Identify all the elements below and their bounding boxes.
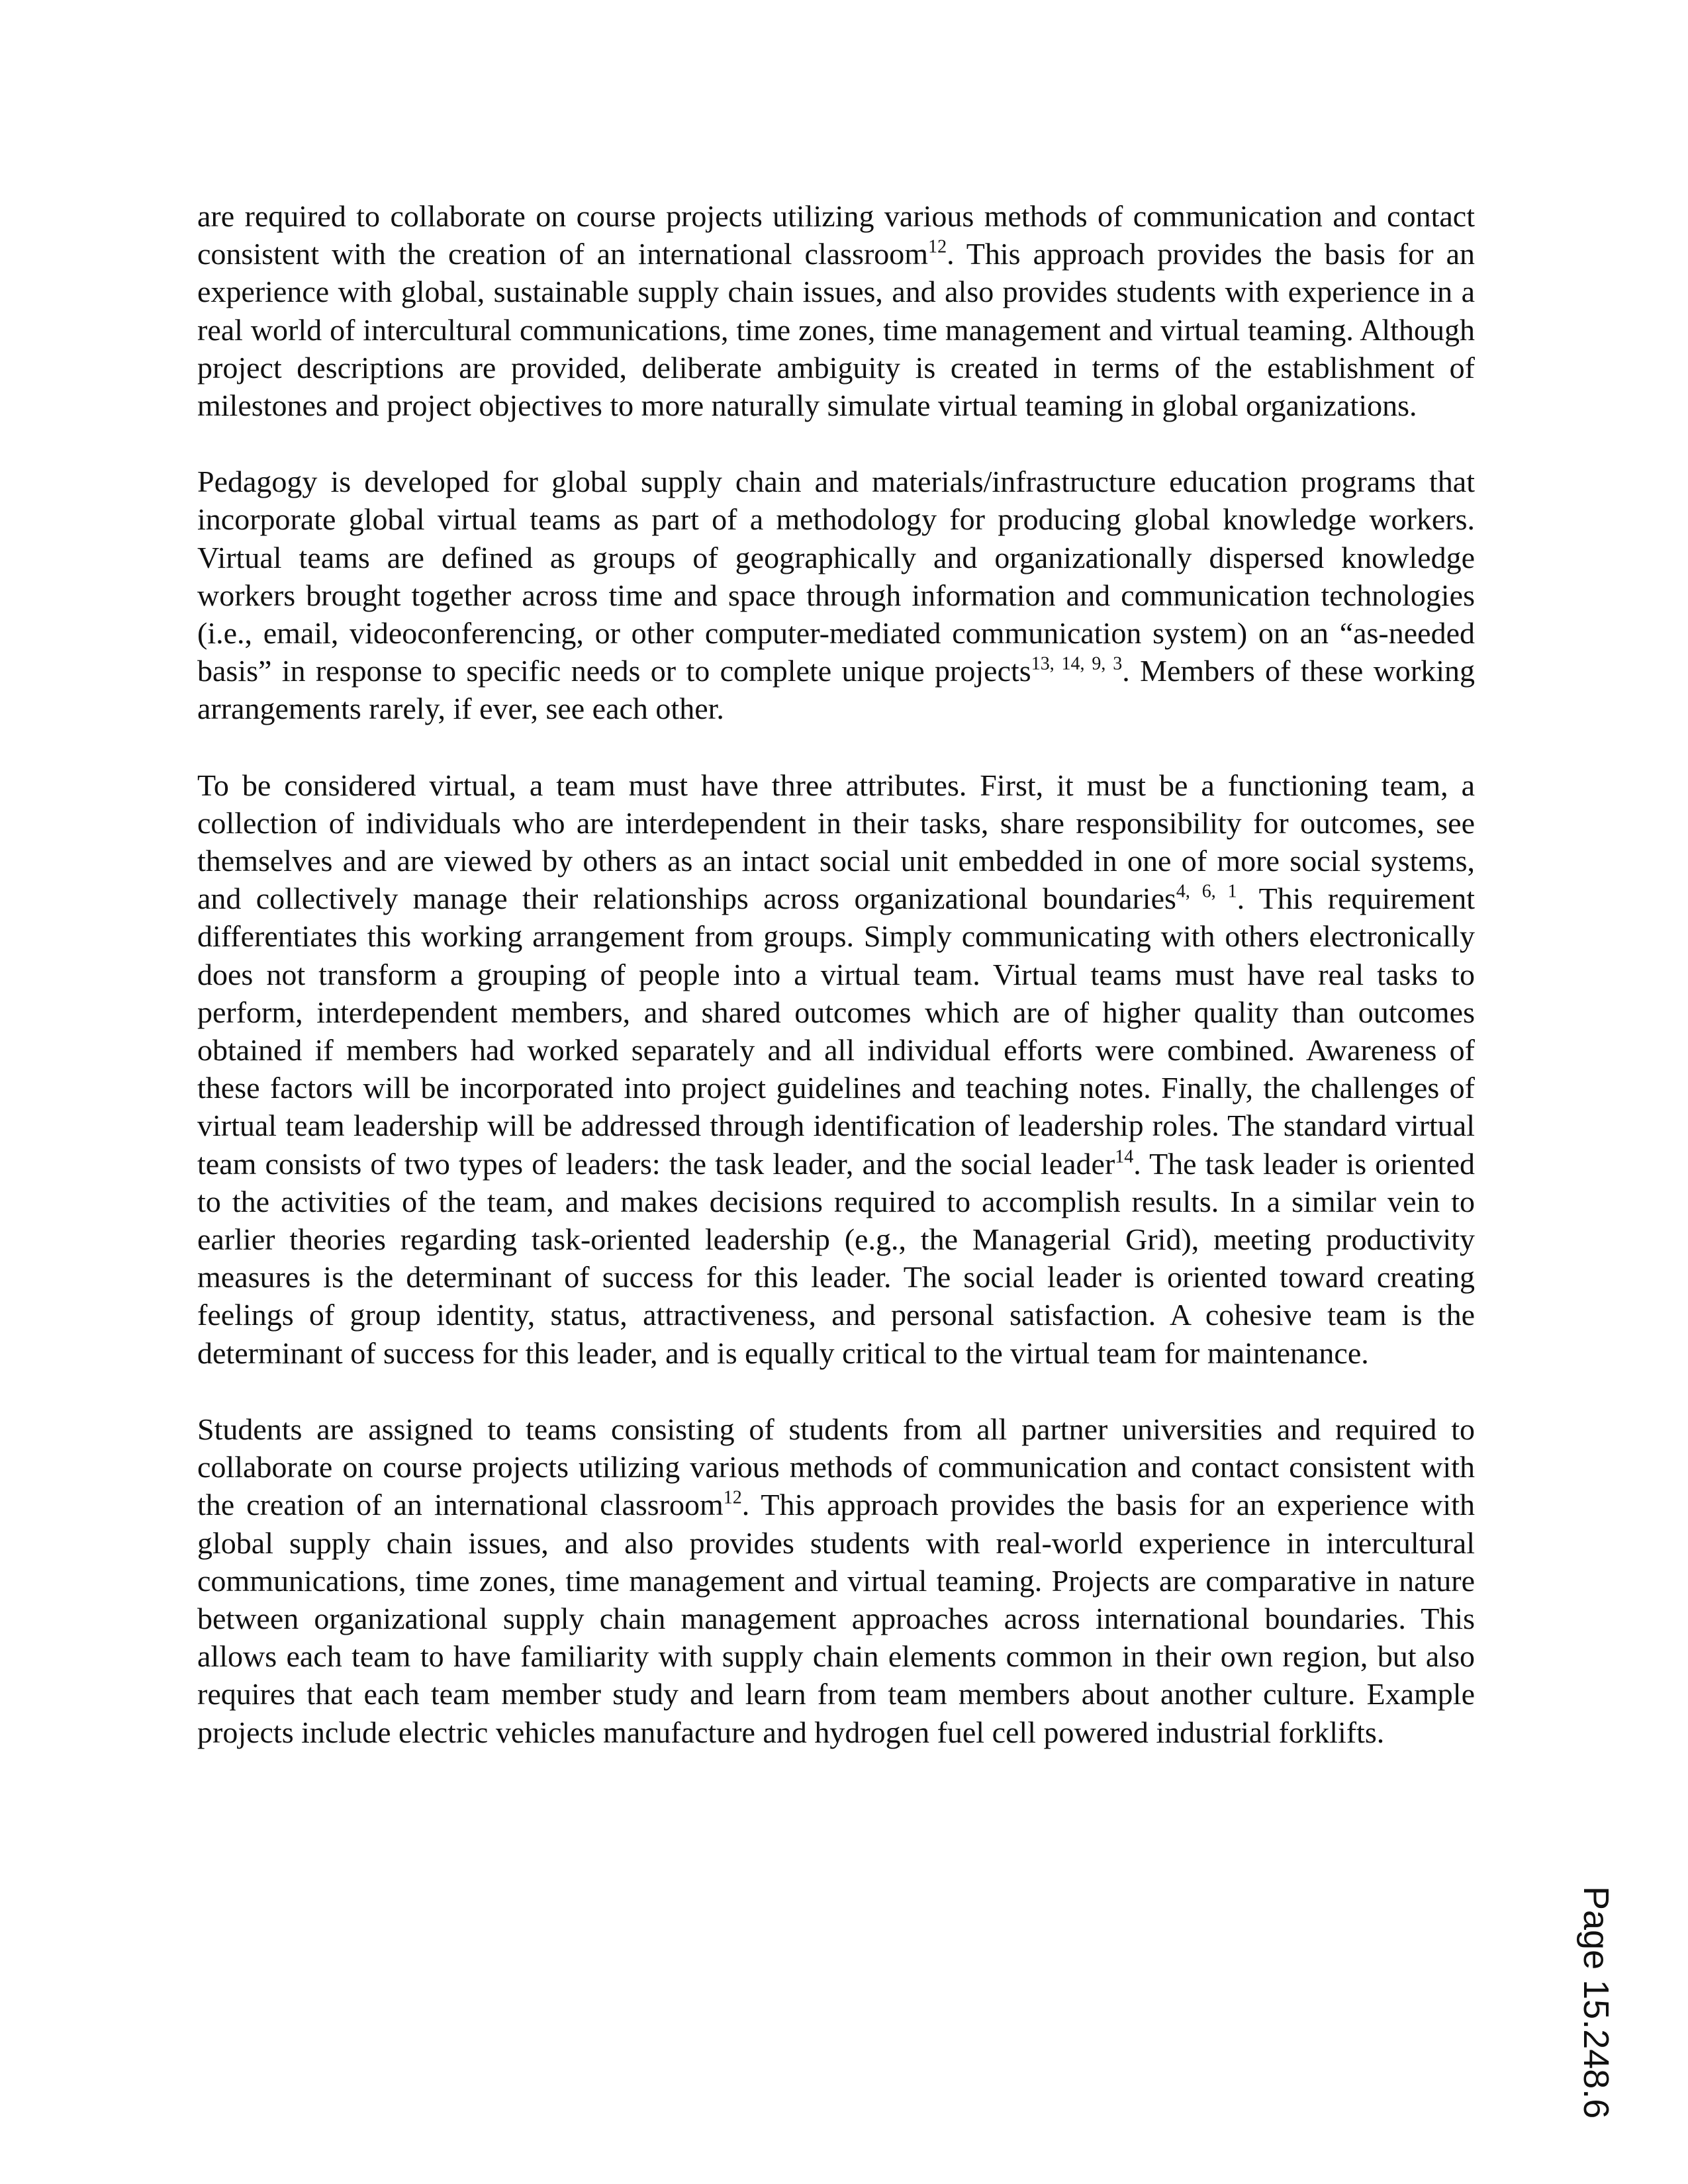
page-body bbox=[197, 197, 1475, 1790]
paragraph-text: . Members of these working arrangements rarely, if ever, see each other. bbox=[197, 654, 1476, 726]
citation-superscript: 14 bbox=[1115, 1146, 1134, 1167]
paragraph-text: Students are assigned to teams consisting of students from all partner universities and required to collaborate on course projects utilizing various methods of communication and contact consistent with the creation of an international classroom bbox=[197, 1412, 1475, 1522]
page-number: Page 15.248.6 bbox=[1576, 1886, 1616, 2119]
paragraph-2 bbox=[197, 463, 1475, 727]
paragraph-text: . This requirement differentiates this working arrangement from groups. Simply communicating with others electronically does not transform a grouping of people into a virtual team. Virtual teams must have real tasks to perform, interdependent members, and shared outcomes which are of higher quality than outcomes obtained if members had worked separately and all individual efforts were combined. Awareness of these factors will be incorporated into project guidelines and teaching notes. Finally, the challenges of virtual team leadership will be addressed through identification of leadership roles. The standard virtual team consists of two types of leaders: the task leader, and the social leader bbox=[197, 882, 1475, 1181]
paragraph-text: . The task leader is oriented to the activities of the team, and makes decisions required to accomplish results. In a similar vein to earlier theories regarding task-oriented leadership (e.g., the Managerial Grid), meeting productivity measures is the determinant of success for this leader. The social leader is oriented toward creating feelings of group identity, status, attractiveness, and personal satisfaction. A cohesive team is the determinant of success for this leader, and is equally critical to the virtual team for maintenance. bbox=[197, 1146, 1476, 1370]
paragraph-3 bbox=[197, 766, 1475, 1372]
citation-superscript: 13, 14, 9, 3 bbox=[1031, 653, 1123, 674]
citation-superscript: 4, 6, 1 bbox=[1176, 881, 1237, 902]
paragraph-text: . This approach provides the basis for an experience with global supply chain issues, and also provides students with real-world experience in intercultural communications, time zones, time management and virtual teaming. Projects are comparative in nature between organizational supply chain management approaches across international boundaries. This allows each team to have familiarity with supply chain elements common in their own region, but also requires that each team member study and learn from team members about another culture. Example projects include electric vehicles manufacture and hydrogen fuel cell powered industrial forklifts. bbox=[197, 1488, 1475, 1749]
paragraph-text: are required to collaborate on course projects utilizing various methods of communication and contact consistent with the creation of an international classroom bbox=[197, 199, 1475, 271]
paragraph-4 bbox=[197, 1410, 1475, 1751]
paragraph-text: . This approach provides the basis for an experience with global, sustainable supply chain issues, and also provides students with experience in a real world of intercultural communications, time zones, time management and virtual teaming. Although project descriptions are provided, deliberate ambiguity is created in terms of the establishment of milestones and project objectives to more naturally simulate virtual teaming in global organizations. bbox=[197, 237, 1475, 423]
paragraph-text: Pedagogy is developed for global supply chain and materials/infrastructure education programs that incorporate global virtual teams as part of a methodology for producing global knowledge workers. Virtual teams are defined as groups of geographically and organizationally dispersed knowledge workers brought together across time and space through information and communication technologies (i.e., email, videoconferencing, or other computer-mediated communication system) on an “as-needed basis” in response to specific needs or to complete unique projects bbox=[197, 465, 1475, 688]
paragraph-1 bbox=[197, 197, 1475, 424]
paragraph-text: To be considered virtual, a team must have three attributes. First, it must be a functioning team, a collection of individuals who are interdependent in their tasks, share responsibility for outcomes, see themselves and are viewed by others as an intact social unit embedded in one of more social systems, and collectively manage their relationships across organizational boundaries bbox=[197, 768, 1475, 916]
citation-superscript: 12 bbox=[723, 1487, 742, 1508]
citation-superscript: 12 bbox=[928, 236, 947, 257]
